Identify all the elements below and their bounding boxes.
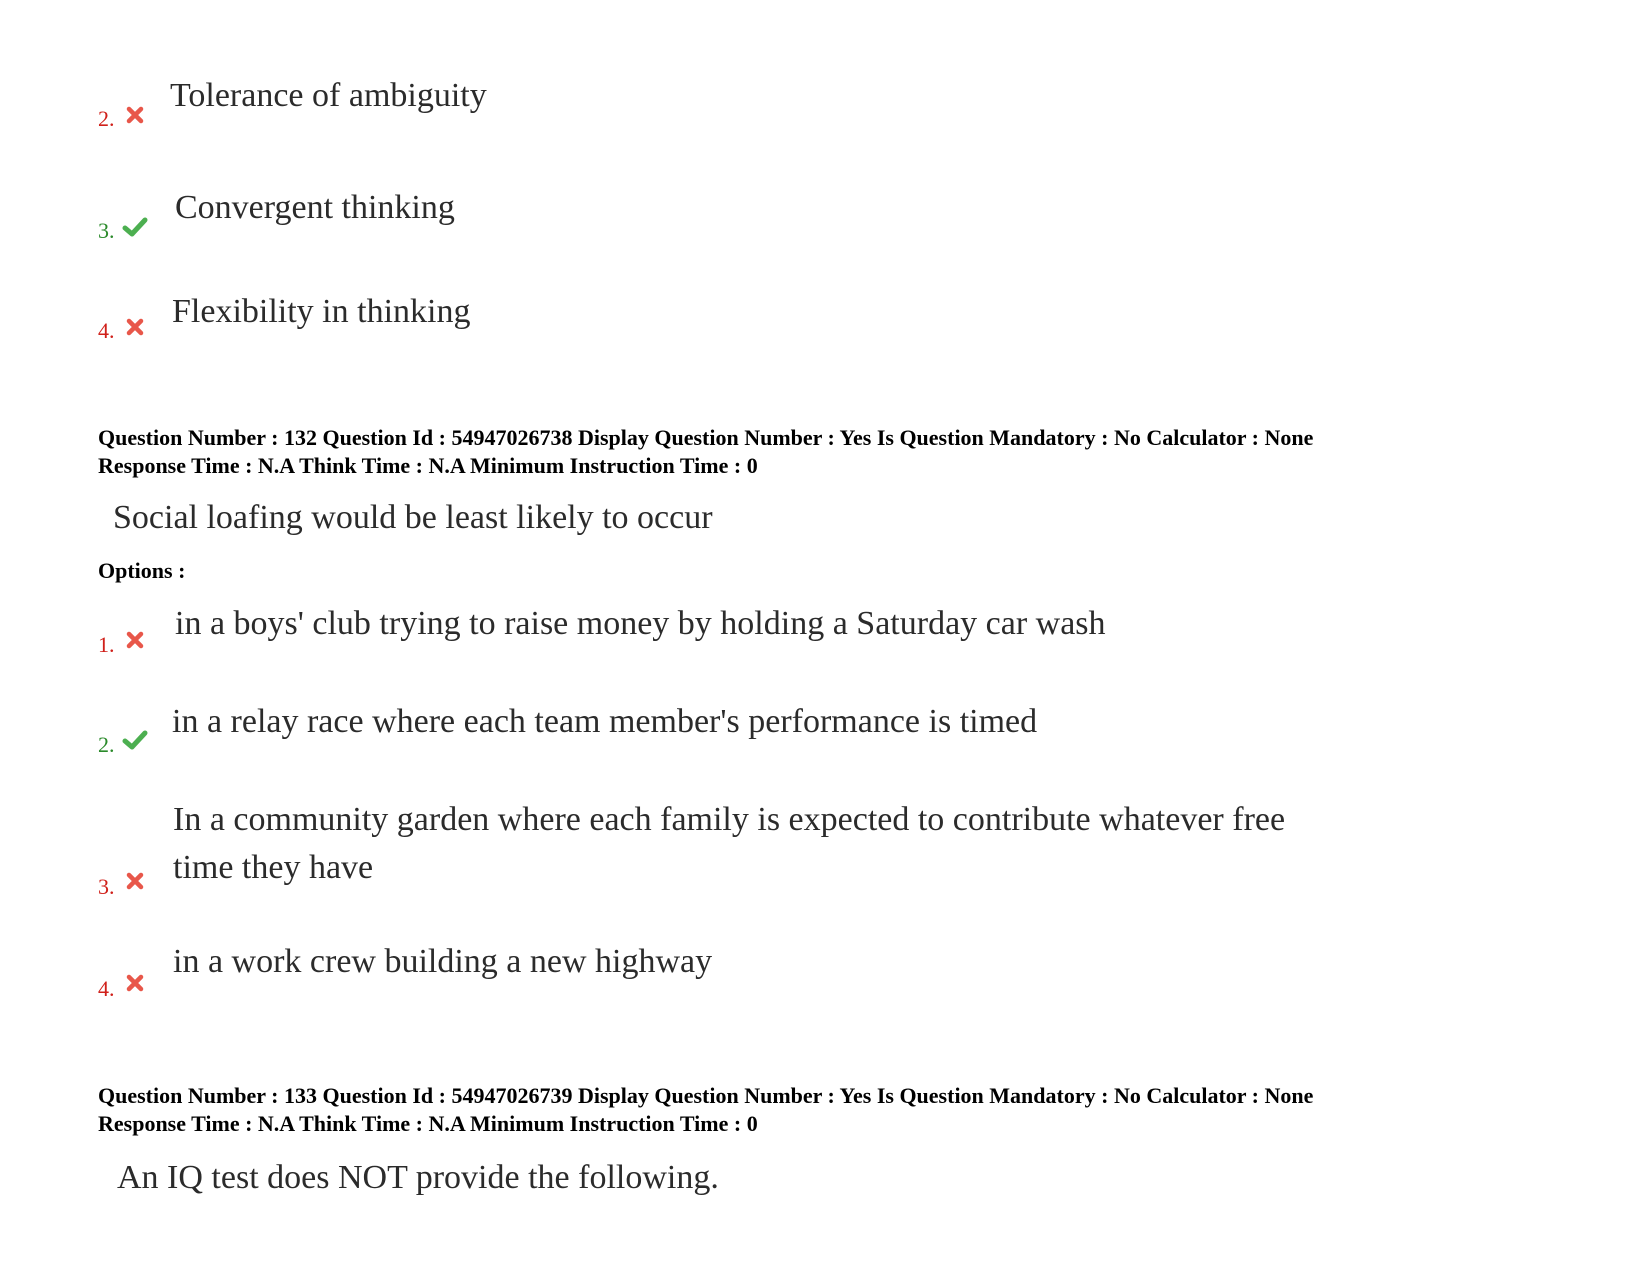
check-icon xyxy=(122,216,148,238)
option-text: in a relay race where each team member's performance is timed xyxy=(172,703,1038,740)
cross-icon xyxy=(124,104,146,126)
cross-icon xyxy=(124,316,146,338)
question-text: Social loafing would be least likely to occur xyxy=(113,499,713,536)
check-icon xyxy=(122,729,148,751)
question-meta-line-1: Question Number : 132 Question Id : 54947026738 Display Question Number : Yes Is Question Mandatory : No Calculator : None xyxy=(98,425,1314,450)
option-text: In a community garden where each family is expected to contribute whatever free time they have xyxy=(173,801,1286,886)
question-meta-line-2: Response Time : N.A Think Time : N.A Minimum Instruction Time : 0 xyxy=(98,453,758,478)
option-number: 4. xyxy=(98,318,115,343)
option-number: 4. xyxy=(98,976,115,1001)
option-number: 1. xyxy=(98,632,115,657)
option-number: 3. xyxy=(98,218,115,243)
question-meta-line-1: Question Number : 133 Question Id : 54947026739 Display Question Number : Yes Is Question Mandatory : No Calculator : None xyxy=(98,1083,1314,1108)
options-label: Options : xyxy=(98,558,186,583)
option-text: in a work crew building a new highway xyxy=(173,943,713,980)
option-text: Convergent thinking xyxy=(175,189,455,226)
option-text: Flexibility in thinking xyxy=(172,293,471,330)
option-text: Tolerance of ambiguity xyxy=(170,77,487,114)
option-number: 3. xyxy=(98,874,115,899)
cross-icon xyxy=(124,972,146,994)
option-text: in a boys' club trying to raise money by holding a Saturday car wash xyxy=(175,605,1106,642)
option-number: 2. xyxy=(98,106,115,131)
cross-icon xyxy=(124,629,146,651)
cross-icon xyxy=(124,870,146,892)
question-text: An IQ test does NOT provide the following. xyxy=(117,1159,719,1196)
option-number: 2. xyxy=(98,732,115,757)
question-meta-line-2: Response Time : N.A Think Time : N.A Minimum Instruction Time : 0 xyxy=(98,1111,758,1136)
